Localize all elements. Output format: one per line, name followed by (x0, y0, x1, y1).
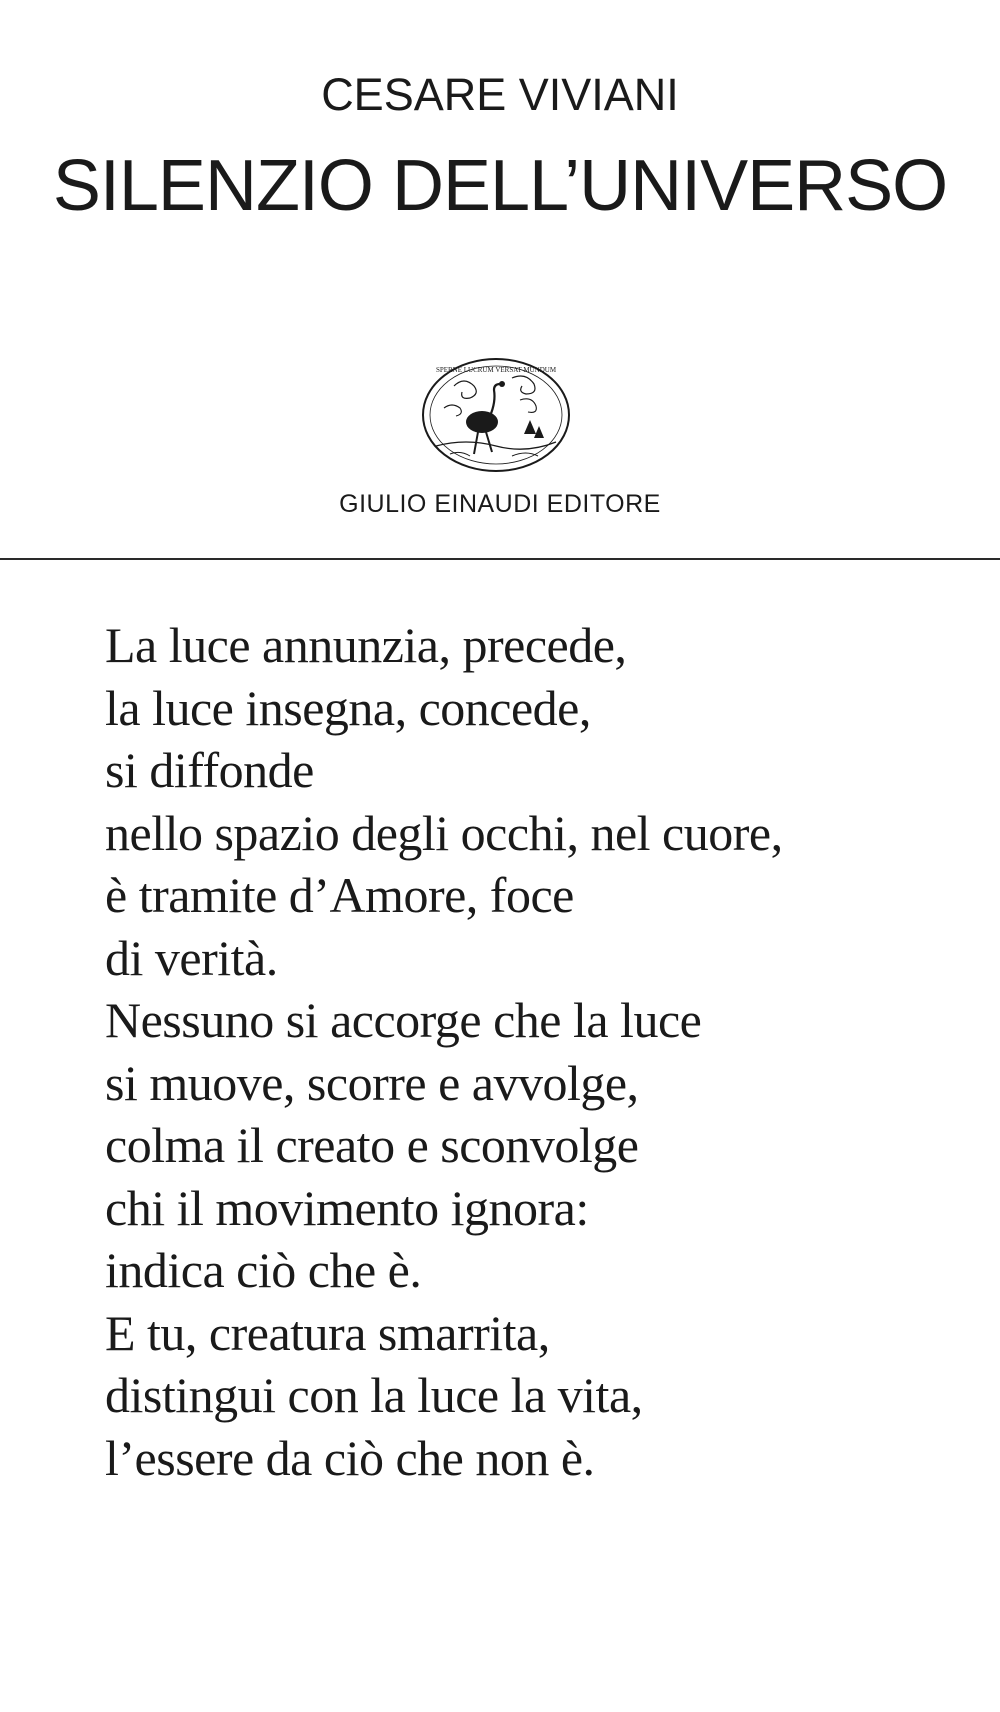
poem (105, 614, 783, 1489)
publisher-name: GIULIO EINAUDI EDITORE (339, 490, 661, 518)
poem-line: l’essere da ciò che non è. (105, 1429, 595, 1486)
poem-line: si diffonde (105, 742, 314, 798)
poem-line: è tramite d’Amore, foce (105, 867, 574, 923)
poem-line: si muove, scorre e avvolge, (105, 1054, 639, 1111)
poem-line: chi il movimento ignora: (105, 1179, 589, 1236)
poem-line: nello spazio degli occhi, nel cuore, (105, 804, 783, 861)
poem-line: colma il creato e sconvolge (105, 1117, 639, 1173)
ostrich-emblem-icon (420, 356, 572, 474)
poem-line: di verità. (105, 929, 278, 986)
poem-line: E tu, creatura smarrita, (105, 1304, 550, 1361)
poem-line: Nessuno si accorge che la luce (105, 992, 702, 1048)
divider (0, 558, 1000, 560)
author-name: CESARE VIVIANI (321, 69, 679, 120)
svg-text:SPERNE LUCRUM VERSAT MUNDUM: SPERNE LUCRUM VERSAT MUNDUM (435, 366, 557, 374)
book-title: SILENZIO DELL’UNIVERSO (52, 146, 948, 226)
poem-line: La luce annunzia, precede, (105, 617, 627, 673)
poem-line: distingui con la luce la vita, (105, 1367, 643, 1423)
poem-line: la luce insegna, concede, (105, 679, 591, 736)
poem-line: indica ciò che è. (105, 1242, 422, 1298)
